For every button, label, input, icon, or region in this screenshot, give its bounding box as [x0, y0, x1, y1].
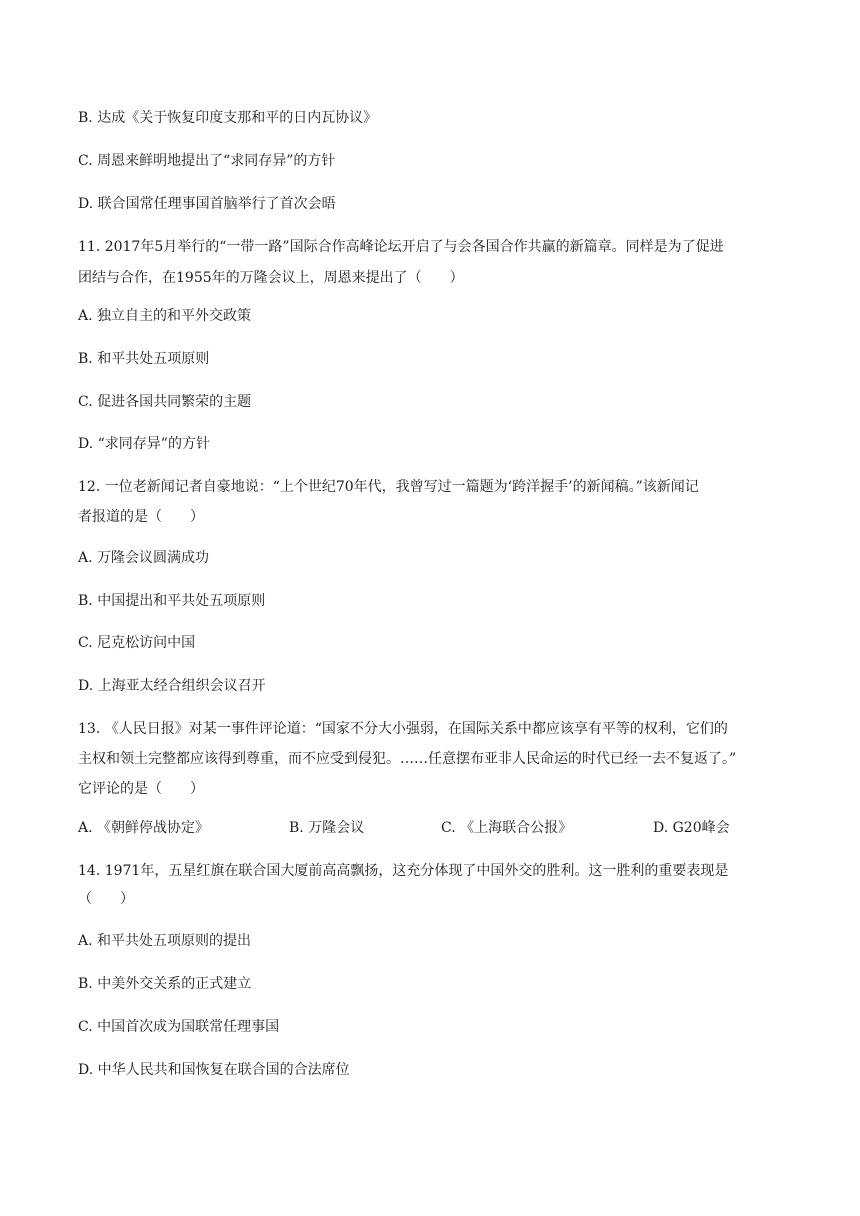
- q11-option-d: D. “求同存异”的方针: [78, 436, 210, 452]
- q12-option-d: D. 上海亚太经合组织会议召开: [78, 678, 266, 694]
- q12-option-b: B. 中国提出和平共处五项原则: [78, 593, 266, 609]
- q13-stem-line-1: 13. 《人民日报》对某一事件评论道：“国家不分大小强弱，在国际关系中都应该享有平等的权利，它们的: [78, 721, 728, 737]
- q11-stem: [78, 237, 784, 288]
- q10-option-c: C. 周恩来鲜明地提出了“求同存异”的方针: [78, 153, 336, 169]
- q11-stem-line-1: 11. 2017年5月举行的“一带一路”国际合作高峰论坛开启了与会各国合作共赢的新篇章。同样是为了促进: [78, 239, 724, 255]
- q12-stem-line-1: 12. 一位老新闻记者自豪地说：“上个世纪70年代，我曾写过一篇题为‘跨洋握手’的新闻稿。”该新闻记: [78, 479, 699, 495]
- q13-stem: [78, 719, 784, 799]
- q14-option-a: A. 和平共处五项原则的提出: [78, 933, 252, 949]
- q11-option-c: C. 促进各国共同繁荣的主题: [78, 394, 252, 410]
- q12-stem: [78, 477, 784, 527]
- q13-option-d: D. G20峰会: [653, 820, 730, 836]
- q10-option-b: B. 达成《关于恢复印度支那和平的日内瓦协议》: [78, 110, 378, 126]
- q14-option-d: D. 中华人民共和国恢复在联合国的合法席位: [78, 1062, 350, 1078]
- q10-option-d: D. 联合国常任理事国首脑举行了首次会晤: [78, 196, 336, 212]
- q14-option-b: B. 中美外交关系的正式建立: [78, 976, 252, 992]
- q13-stem-line-3: 它评论的是（ ）: [78, 781, 204, 797]
- q13-option-c: C. 《上海联合公报》: [441, 820, 573, 836]
- q12-option-a: A. 万隆会议圆满成功: [78, 550, 210, 566]
- q11-option-a: A. 独立自主的和平外交政策: [78, 308, 252, 324]
- q11-stem-line-2: 团结与合作，在1955年的万隆会议上，周恩来提出了（ ）: [78, 270, 464, 286]
- q13-stem-line-2: 主权和领土完整都应该得到尊重，而不应受到侵犯。……任意摆布亚非人民命运的时代已经一去不复返了。”: [78, 751, 737, 767]
- q14-stem: [78, 861, 784, 909]
- q13-option-b: B. 万隆会议: [289, 820, 365, 836]
- q14-option-c: C. 中国首次成为国联常任理事国: [78, 1019, 280, 1035]
- q14-stem-line-1: 14. 1971年，五星红旗在联合国大厦前高高飘扬，这充分体现了中国外交的胜利。这一胜利的重要表现是: [78, 863, 729, 879]
- q12-stem-line-2: 者报道的是（ ）: [78, 509, 204, 525]
- q13-option-a: A. 《朝鲜停战协定》: [78, 820, 210, 836]
- q12-option-c: C. 尼克松访问中国: [78, 635, 196, 651]
- q11-option-b: B. 和平共处五项原则: [78, 351, 210, 367]
- q14-stem-line-2: （ ）: [78, 891, 134, 907]
- q13-options-row: [78, 818, 784, 838]
